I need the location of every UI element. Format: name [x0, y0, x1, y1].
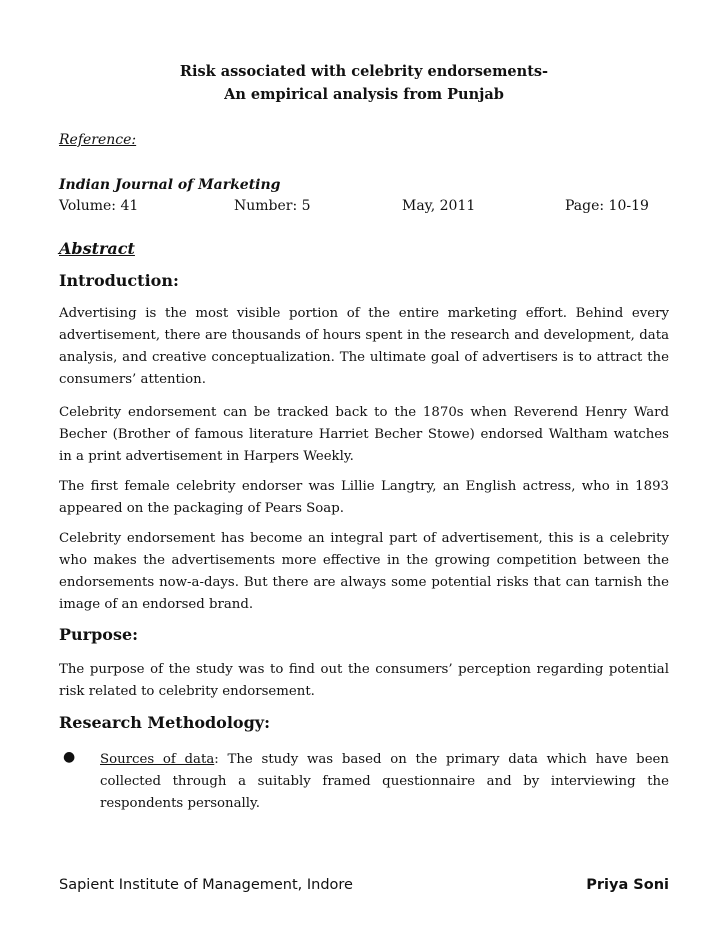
purpose-text: The purpose of the study was to find out the consumers’ perception regarding potential risk related to celebrity endorsement. — [59, 662, 669, 699]
methodology-heading: Research Methodology: — [59, 713, 270, 732]
footer-author: Priya Soni — [586, 877, 669, 893]
bullet-text — [100, 749, 669, 815]
issue-number: Number: 5 — [234, 198, 311, 214]
bullet-icon: ● — [63, 749, 76, 765]
intro-paragraph-4: Celebrity endorsement has become an integral part of advertisement, this is a celebrity who makes the advertisements more effective in the growing competition between the endorsements now-a-days. But there are always some potential risks that can tarnish the image of an endorsed brand. — [59, 531, 669, 612]
intro-paragraph-1: Advertising is the most visible portion of the entire marketing effort. Behind every advertisement, there are thousands of hours spent in the research and development, data analysis, and creative conceptualization. The ultimate goal of advertisers is to attract the consumers’ attention. — [59, 306, 669, 387]
journal-name: Indian Journal of Marketing — [59, 177, 281, 193]
volume: Volume: 41 — [59, 198, 139, 214]
bullet-body: : The study was based on the primary data which have been collected through a suitably framed questionnaire and by interviewing the respondents personally. — [100, 752, 669, 811]
purpose-heading: Purpose: — [59, 625, 139, 644]
intro-paragraph-2: Celebrity endorsement can be tracked back to the 1870s when Reverend Henry Ward Becher (Brother of famous literature Harriet Becher Stowe) endorsed Waltham watches in a print advertisement in Harpers Weekly. — [59, 405, 669, 464]
publication-date: May, 2011 — [402, 198, 476, 214]
reference-label: Reference: — [59, 132, 137, 148]
footer-institute: Sapient Institute of Management, Indore — [59, 877, 353, 893]
title-line-2: An empirical analysis from Punjab — [224, 86, 504, 103]
bullet-label: Sources of data — [100, 752, 215, 767]
abstract-heading: Abstract — [59, 239, 135, 258]
page-range: Page: 10-19 — [565, 198, 649, 214]
introduction-heading: Introduction: — [59, 271, 179, 290]
intro-paragraph-3: The first female celebrity endorser was Lillie Langtry, an English actress, who in 1893 appeared on the packaging of Pears Soap. — [59, 479, 669, 516]
title-line-1: Risk associated with celebrity endorsements- — [179, 63, 549, 80]
